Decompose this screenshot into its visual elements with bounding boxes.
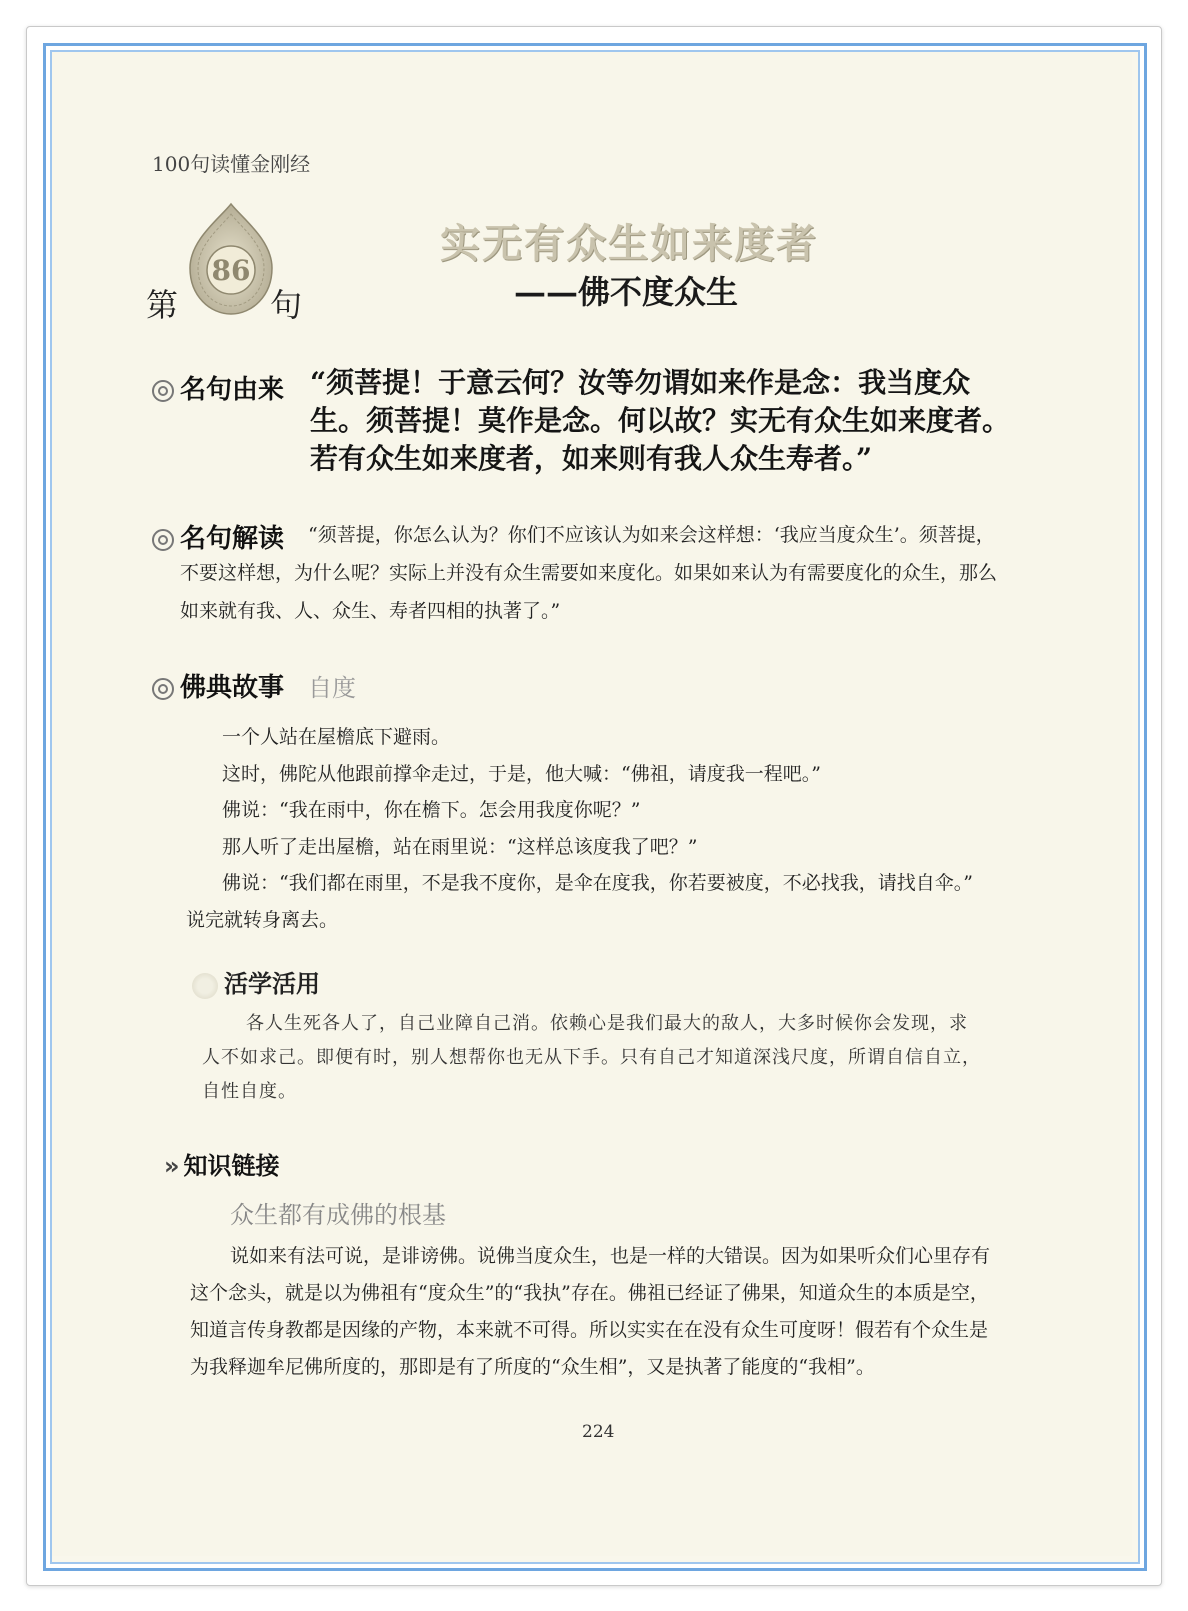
chapter-title: 实无有众生如来度者: [440, 220, 818, 267]
interpretation-heading: 名句解读: [152, 518, 284, 555]
chapter-subtitle: ——佛不度众生: [514, 273, 739, 311]
circle-ornament-icon: [192, 973, 218, 999]
book-page: [52, 52, 1132, 1556]
chapter-prefix: 第: [146, 286, 179, 324]
story-paragraph: 一个人站在屋檐底下避雨。: [222, 726, 451, 748]
origin-quote: “须菩提！于意云何？汝等勿谓如来作是念：我当度众生。须菩提！莫作是念。何以故？实无有众生如来度者。若有众生如来度者，如来则有我人众生寿者。”: [310, 366, 1011, 475]
story-heading: 佛典故事 自度: [152, 667, 356, 704]
double-chevron-icon: »: [164, 1152, 180, 1180]
double-circle-icon: [152, 529, 174, 551]
chapter-suffix: 句: [270, 286, 303, 324]
story-body: [186, 719, 1006, 938]
link-text: 说如来有法可说，是诽谤佛。说佛当度众生，也是一样的大错误。因为如果听众们心里存有这个念头，就是以为佛祖有“度众生”的“我执”存在。佛祖已经证了佛果，知道众生的本质是空，知道言传身教都是因缘的产物，本来就不可得。所以实实在在没有众生可度呀！假若有个众生是为我释迦牟尼佛所度的，那即是有了所度的“众生相”，又是执著了能度的“我相”。: [190, 1245, 991, 1378]
link-subheading: 众生都有成佛的根基: [230, 1201, 446, 1229]
apply-text: 各人生死各人了，自己业障自己消。依赖心是我们最大的敌人，大多时候你会发现，求人不如求己。即便有时，别人想帮你也无从下手。只有自己才知道深浅尺度，所谓自信自立，自性自度。: [202, 1013, 981, 1102]
double-circle-icon: [152, 380, 174, 402]
story-paragraph: 佛说：“我们都在雨里，不是我不度你，是伞在度我，你若要被度，不必找我，请找自伞。”: [222, 872, 973, 894]
story-paragraph: 说完就转身离去。: [186, 908, 339, 931]
link-heading: » 知识链接: [164, 1152, 280, 1180]
story-paragraph: 那人听了走出屋檐，站在雨里说：“这样总该度我了吧？”: [222, 835, 698, 858]
story-subheading: 自度: [308, 674, 357, 702]
interpretation-text: “须菩提，你怎么认为？你们不应该认为如来会这样想：‘我应当度众生’。须菩提，不要这样想，为什么呢？实际上并没有众生需要如来度化。如果如来认为有需要度化的众生，那么如来就有我、人、众生、寿者四相的执著了。”: [180, 524, 998, 622]
running-head: 100句读懂金刚经: [152, 152, 311, 176]
story-paragraph: 佛说：“我在雨中，你在檐下。怎会用我度你呢？”: [222, 799, 641, 821]
origin-heading: 名句由来: [152, 369, 284, 406]
story-paragraph: 这时，佛陀从他跟前撑伞走过，于是，他大喊：“佛祖，请度我一程吧。”: [222, 762, 821, 785]
double-circle-icon: [152, 678, 174, 700]
chapter-number: 86: [211, 254, 251, 287]
page-number: 224: [582, 1422, 615, 1442]
apply-heading: 活学活用: [192, 964, 320, 999]
lotus-medallion-icon: [182, 200, 280, 318]
